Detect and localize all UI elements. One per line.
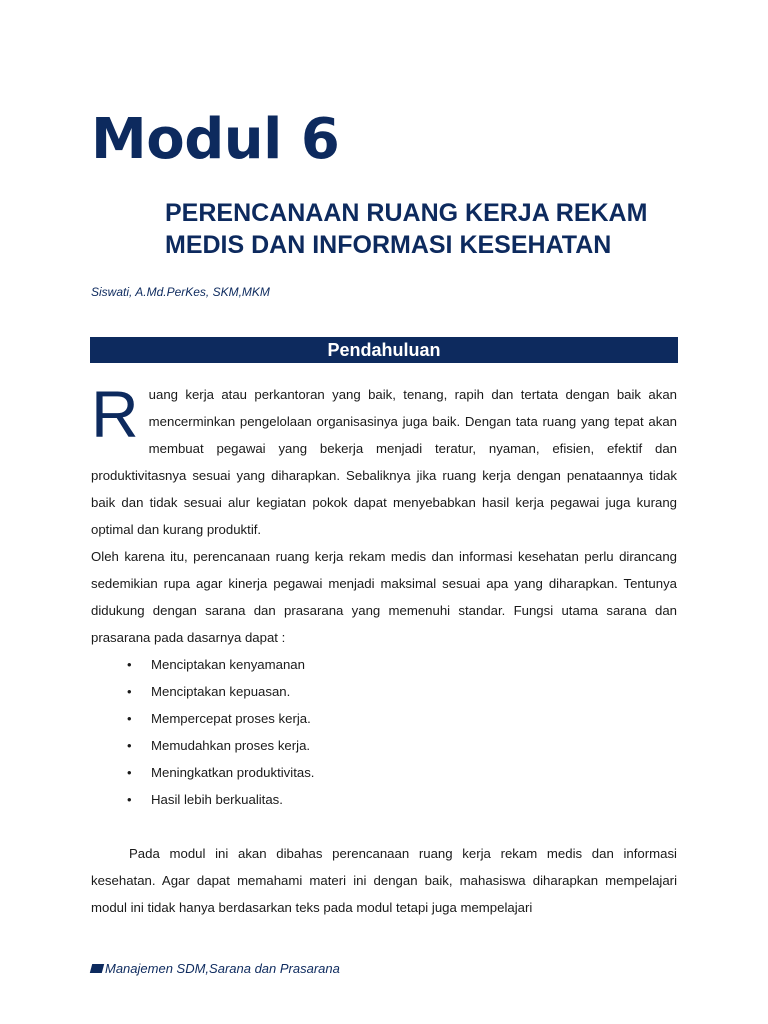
footer-text: Manajemen SDM,Sarana dan Prasarana [105,961,340,976]
benefits-list [91,651,677,813]
list-item: • Mempercepat proses kerja. [151,705,677,732]
module-title: Modul 6 [91,107,340,172]
body-text [91,377,677,921]
footer-square-icon [90,964,104,973]
list-item: • Menciptakan kenyamanan [151,651,677,678]
author-line: Siswati, A.Md.PerKes, SKM,MKM [91,285,270,299]
section-heading-bar [90,337,678,363]
list-item: • Memudahkan proses kerja. [151,732,677,759]
footer [91,961,340,976]
section-heading: Pendahuluan [327,340,441,360]
third-paragraph: Pada modul ini akan dibahas perencanaan ruang kerja rekam medis dan informasi kesehatan. Agar dapat memahami materi ini dengan baik, mahasiswa diharapkan mempelajari modul ini tidak hanya berdasarkan teks pada modul tetapi juga mempelajari [91,846,677,915]
list-item: • Menciptakan kepuasan. [151,678,677,705]
intro-paragraph-text: uang kerja atau perkantoran yang baik, tenang, rapih dan tertata dengan baik akan mencerminkan pengelolaan organisasinya juga baik. Dengan tata ruang yang tepat akan membuat pegawai yang bekerja menjadi teratur, nyaman, efisien, efektif dan produktivitasnya sesuai yang diharapkan. Sebaliknya jika ruang kerja dengan penataannya tidak baik dan tidak sesuai alur kegiatan pokok dapat menyebabkan hasil kerja pegawai juga kurang optimal dan kurang produktif. [91,387,677,537]
intro-paragraph [91,377,677,543]
chapter-title: PERENCANAAN RUANG KERJA REKAM MEDIS DAN INFORMASI KESEHATAN [165,199,648,259]
second-paragraph: Oleh karena itu, perencanaan ruang kerja rekam medis dan informasi kesehatan perlu dirancang sedemikian rupa agar kinerja pegawai menjadi maksimal sesuai apa yang diharapkan. Tentunya didukung dengan sarana dan prasarana yang memenuhi standar. Fungsi utama sarana dan prasarana pada dasarnya dapat : [91,549,677,645]
list-item: • Meningkatkan produktivitas. [151,759,677,786]
list-item: • Hasil lebih berkualitas. [151,786,677,813]
drop-cap: R [91,377,139,451]
